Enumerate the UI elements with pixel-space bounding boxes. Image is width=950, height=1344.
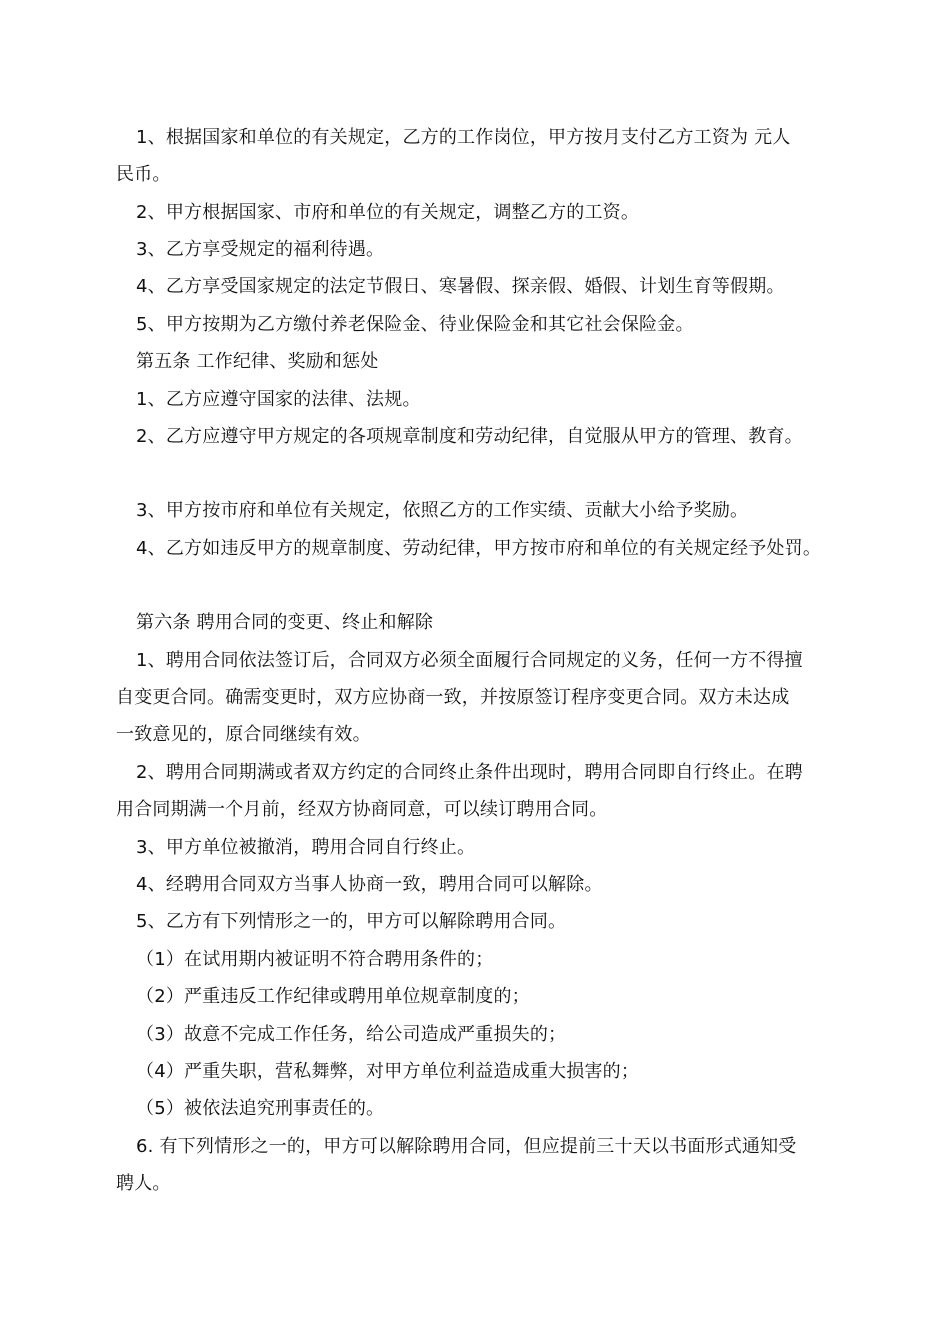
text-line: 4、乙方如违反甲方的规章制度、劳动纪律，甲方按市府和单位的有关规定经予处罚。 [136,538,822,559]
text-line: 3、甲方单位被撤消，聘用合同自行终止。 [136,837,476,858]
section-heading: 第五条 工作纪律、奖励和惩处 [136,351,379,372]
text-line: 1、聘用合同依法签订后，合同双方必须全面履行合同规定的义务，任何一方不得擅 [136,650,803,671]
list-item: （3）故意不完成工作任务，给公司造成严重损失的； [136,1024,567,1045]
text-line: 聘人。 [116,1173,171,1194]
text-line: 一致意见的，原合同继续有效。 [116,724,371,745]
list-item: （2）严重违反工作纪律或聘用单位规章制度的； [136,986,530,1007]
list-item: （5）被依法追究刑事责任的。 [136,1098,385,1119]
text-line: 5、乙方有下列情形之一的，甲方可以解除聘用合同。 [136,911,567,932]
text-line: 1、根据国家和单位的有关规定，乙方的工作岗位，甲方按月支付乙方工资为 元人 [136,127,791,148]
text-line: 6. 有下列情形之一的，甲方可以解除聘用合同，但应提前三十天以书面形式通知受 [136,1136,797,1157]
text-line: 3、乙方享受规定的福利待遇。 [136,239,385,260]
list-item: （1）在试用期内被证明不符合聘用条件的； [136,949,494,970]
text-line: 民币。 [116,164,171,185]
text-line: 2、聘用合同期满或者双方约定的合同终止条件出现时，聘用合同即自行终止。在聘 [136,762,803,783]
text-line: 4、乙方享受国家规定的法定节假日、寒暑假、探亲假、婚假、计划生育等假期。 [136,276,785,297]
text-line: 自变更合同。确需变更时，双方应协商一致，并按原签订程序变更合同。双方未达成 [116,687,790,708]
text-line: 1、乙方应遵守国家的法律、法规。 [136,389,421,410]
section-heading: 第六条 聘用合同的变更、终止和解除 [136,612,434,633]
list-item: （4）严重失职，营私舞弊，对甲方单位利益造成重大损害的； [136,1061,640,1082]
text-line: 2、乙方应遵守甲方规定的各项规章制度和劳动纪律，自觉服从甲方的管理、教育。 [136,426,803,447]
text-line: 3、甲方按市府和单位有关规定，依照乙方的工作实绩、贡献大小给予奖励。 [136,500,749,521]
text-line: 用合同期满一个月前，经双方协商同意，可以续订聘用合同。 [116,799,608,820]
text-line: 4、经聘用合同双方当事人协商一致，聘用合同可以解除。 [136,874,603,895]
text-line: 5、甲方按期为乙方缴付养老保险金、待业保险金和其它社会保险金。 [136,314,694,335]
text-line: 2、甲方根据国家、市府和单位的有关规定，调整乙方的工资。 [136,202,640,223]
